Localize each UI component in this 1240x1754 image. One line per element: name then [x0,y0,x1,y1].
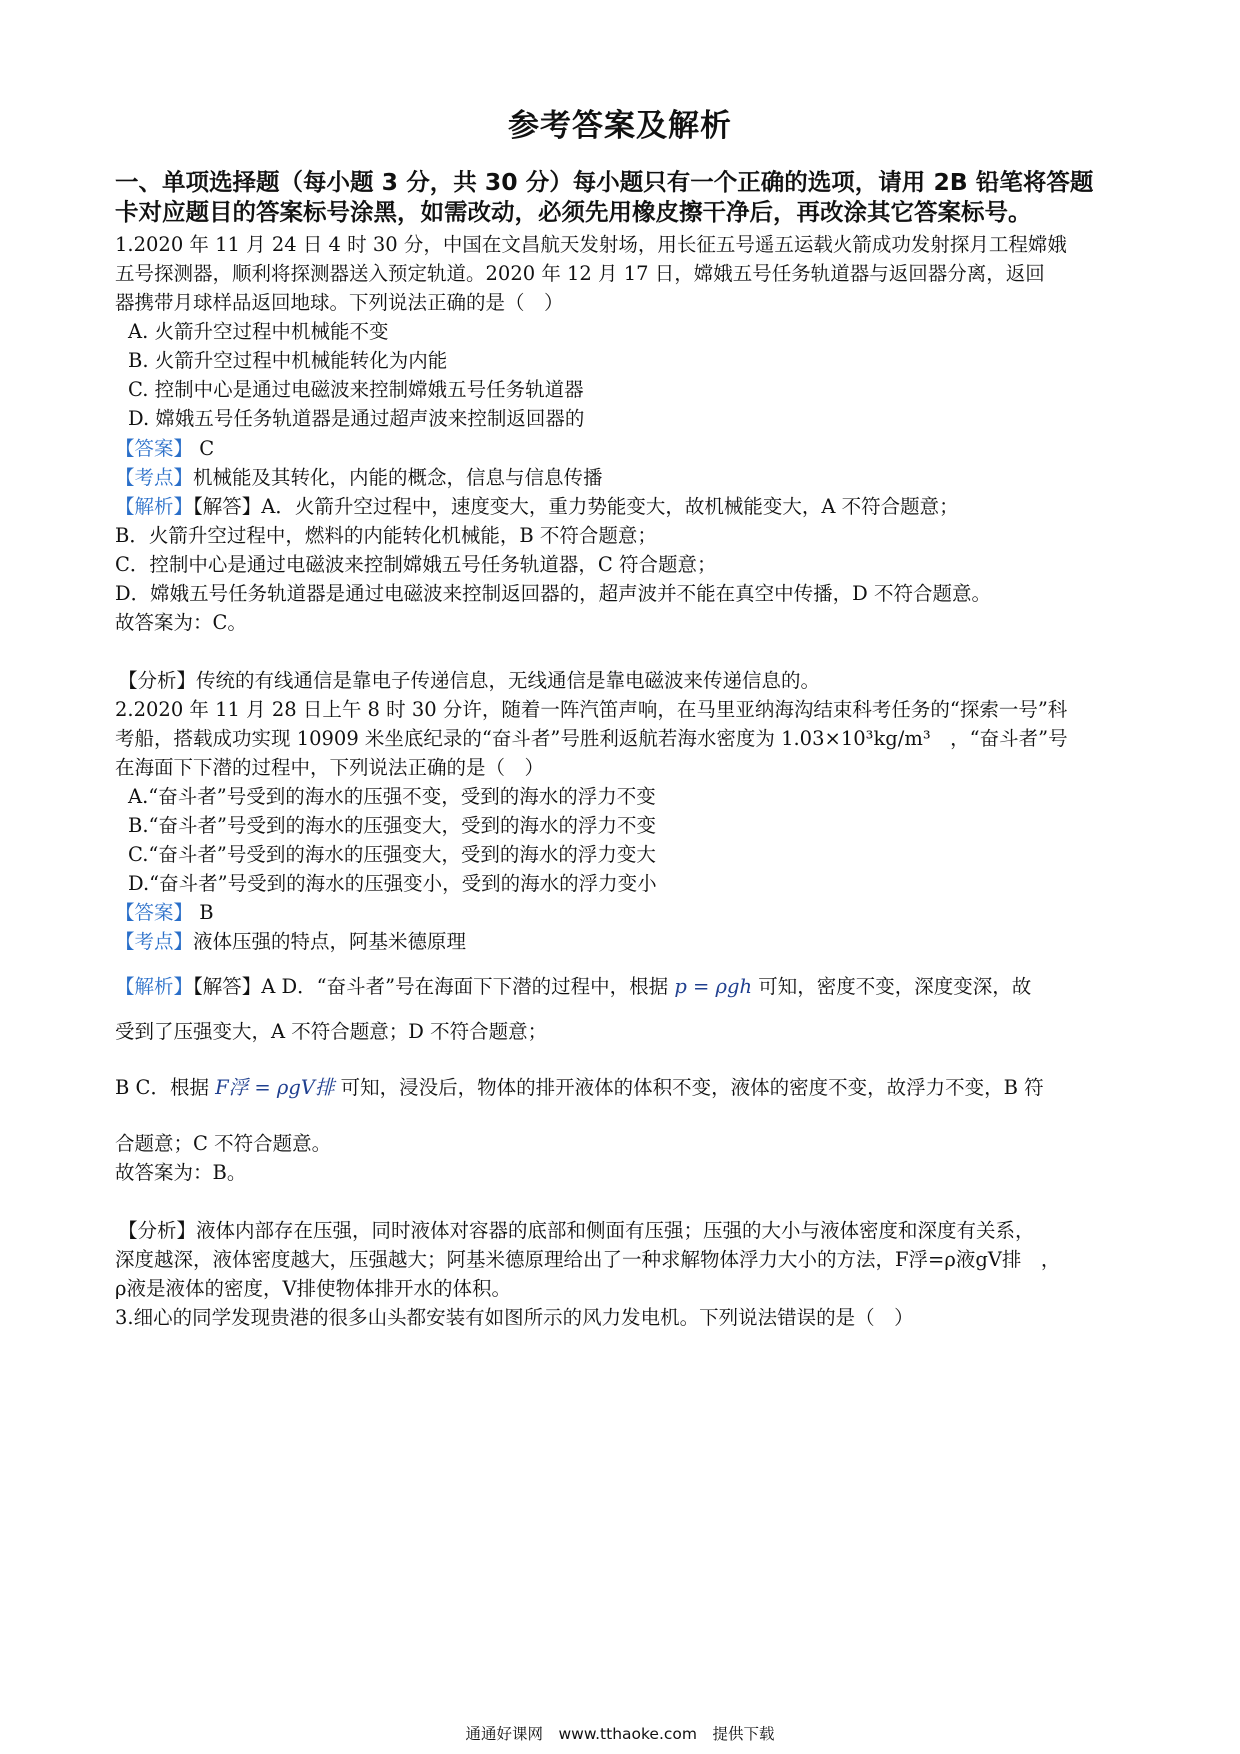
section-heading-line-2: 卡对应题目的答案标号涂黑，如需改动，必须先用橡皮擦干净后，再改涂其它答案标号。 [115,198,1032,226]
q2-explain-text-3a: B C．根据 [115,1076,216,1099]
q2-answer [115,898,214,928]
answer-tag: 【答案】 [115,901,194,924]
q2-analysis-line-1 [118,1216,1035,1246]
q1-stem-line-3: 器携带月球样品返回地球。下列说法正确的是（ ） [115,291,564,314]
q2-stem-line-2: 考船，搭载成功实现 10909 米坐底纪录的“奋斗者”号胜利返航若海水密度为 1.03×10³kg/m³ ，“奋斗者”号 [115,727,1068,750]
q2-point [115,927,466,957]
q1-analysis-text: 传统的有线通信是靠电子传递信息，无线通信是靠电磁波来传递信息的。 [196,669,821,692]
explain-tag: 【解析】 [115,495,194,518]
q1-answer [115,434,214,464]
q1-point-text: 机械能及其转化，内能的概念，信息与信息传播 [193,466,603,489]
point-tag: 【考点】 [115,466,194,489]
q2-point-text: 液体压强的特点，阿基米德原理 [193,930,467,953]
pressure-formula: p = ρgh [674,975,753,998]
q1-explain-line-1 [115,492,959,522]
q2-stem-line-1: 2.2020 年 11 月 28 日上午 8 时 30 分许，随着一阵汽笛声响，在马里亚纳海沟结束科考任务的“探索一号”科 [115,698,1068,721]
buoyancy-formula: F浮 = ρgV排 [215,1076,335,1099]
page-footer: 通通好课网 www.tthaoke.com 提供下载 [465,1725,775,1743]
q1-option-a: A. 火箭升空过程中机械能不变 [128,320,389,343]
explain-tag: 【解析】 [115,975,194,998]
answer-tag: 【答案】 [115,437,194,460]
q1-analysis [118,666,820,696]
q2-explain-line-2: 受到了压强变大，A 不符合题意；D 不符合题意； [115,1020,548,1043]
q2-explain-line-3 [115,1073,1044,1103]
q2-answer-value: B [193,901,214,924]
q1-stem-line-1: 1.2020 年 11 月 24 日 4 时 30 分，中国在文昌航天发射场，用长征五号遥五运载火箭成功发射探月工程嫦娥 [115,233,1067,256]
q2-option-d: D.“奋斗者”号受到的海水的压强变小，受到的海水的浮力变小 [128,872,657,895]
q1-point [115,463,603,493]
q1-option-b: B. 火箭升空过程中机械能转化为内能 [128,349,448,372]
section-heading-line-1: 一、单项选择题（每小题 3 分，共 30 分）每小题只有一个正确的选项，请用 2B 铅笔将答题 [115,168,1094,196]
q2-explain-line-4: 合题意；C 不符合题意。 [115,1132,332,1155]
analysis-tag: 【分析】 [118,1219,197,1242]
q1-stem-line-2: 五号探测器，顺利将探测器送入预定轨道。2020 年 12 月 17 日，嫦娥五号任务轨道器与返回器分离，返回 [115,262,1045,285]
q2-analysis-text-1: 液体内部存在压强，同时液体对容器的底部和侧面有压强；压强的大小与液体密度和深度有关系， [196,1219,1035,1242]
q1-explain-line-3: C．控制中心是通过电磁波来控制嫦娥五号任务轨道器，C 符合题意； [115,553,717,576]
q1-option-d: D. 嫦娥五号任务轨道器是通过超声波来控制返回器的 [128,407,585,430]
q1-option-c: C. 控制中心是通过电磁波来控制嫦娥五号任务轨道器 [128,378,584,401]
analysis-tag: 【分析】 [118,669,197,692]
point-tag: 【考点】 [115,930,194,953]
q1-explain-line-4: D．嫦娥五号任务轨道器是通过电磁波来控制返回器的，超声波并不能在真空中传播，D 不符合题意。 [115,582,991,605]
q1-answer-value: C [193,437,215,460]
q2-analysis-line-2: 深度越深，液体密度越大，压强越大；阿基米德原理给出了一种求解物体浮力大小的方法，F浮=ρ液gV排 ， [115,1248,1061,1271]
q2-explain-text-1a: 【解答】A D．“奋斗者”号在海面下下潜的过程中，根据 [193,975,675,998]
q2-explain-line-1 [115,972,1031,1002]
q2-conclusion: 故答案为：B。 [115,1161,247,1184]
q2-explain-text-3b: 可知，浸没后，物体的排开液体的体积不变，液体的密度不变，故浮力不变，B 符 [334,1076,1044,1099]
q2-option-c: C.“奋斗者”号受到的海水的压强变大，受到的海水的浮力变大 [128,843,656,866]
q2-stem-line-3: 在海面下下潜的过程中，下列说法正确的是（ ） [115,756,545,779]
q1-explain-line-2: B．火箭升空过程中，燃料的内能转化机械能，B 不符合题意； [115,524,657,547]
q2-option-a: A.“奋斗者”号受到的海水的压强不变，受到的海水的浮力不变 [128,785,656,808]
q1-explain-text-1: 【解答】A．火箭升空过程中，速度变大，重力势能变大，故机械能变大，A 不符合题意； [193,495,959,518]
q3-stem: 3.细心的同学发现贵港的很多山头都安装有如图所示的风力发电机。下列说法错误的是（ ） [115,1306,914,1329]
q2-explain-text-1b: 可知，密度不变，深度变深，故 [752,975,1032,998]
q1-conclusion: 故答案为：C。 [115,611,247,634]
q2-option-b: B.“奋斗者”号受到的海水的压强变大，受到的海水的浮力不变 [128,814,656,837]
q2-analysis-line-3: ρ液是液体的密度，V排使物体排开水的体积。 [115,1277,512,1300]
page-title: 参考答案及解析 [508,108,732,144]
